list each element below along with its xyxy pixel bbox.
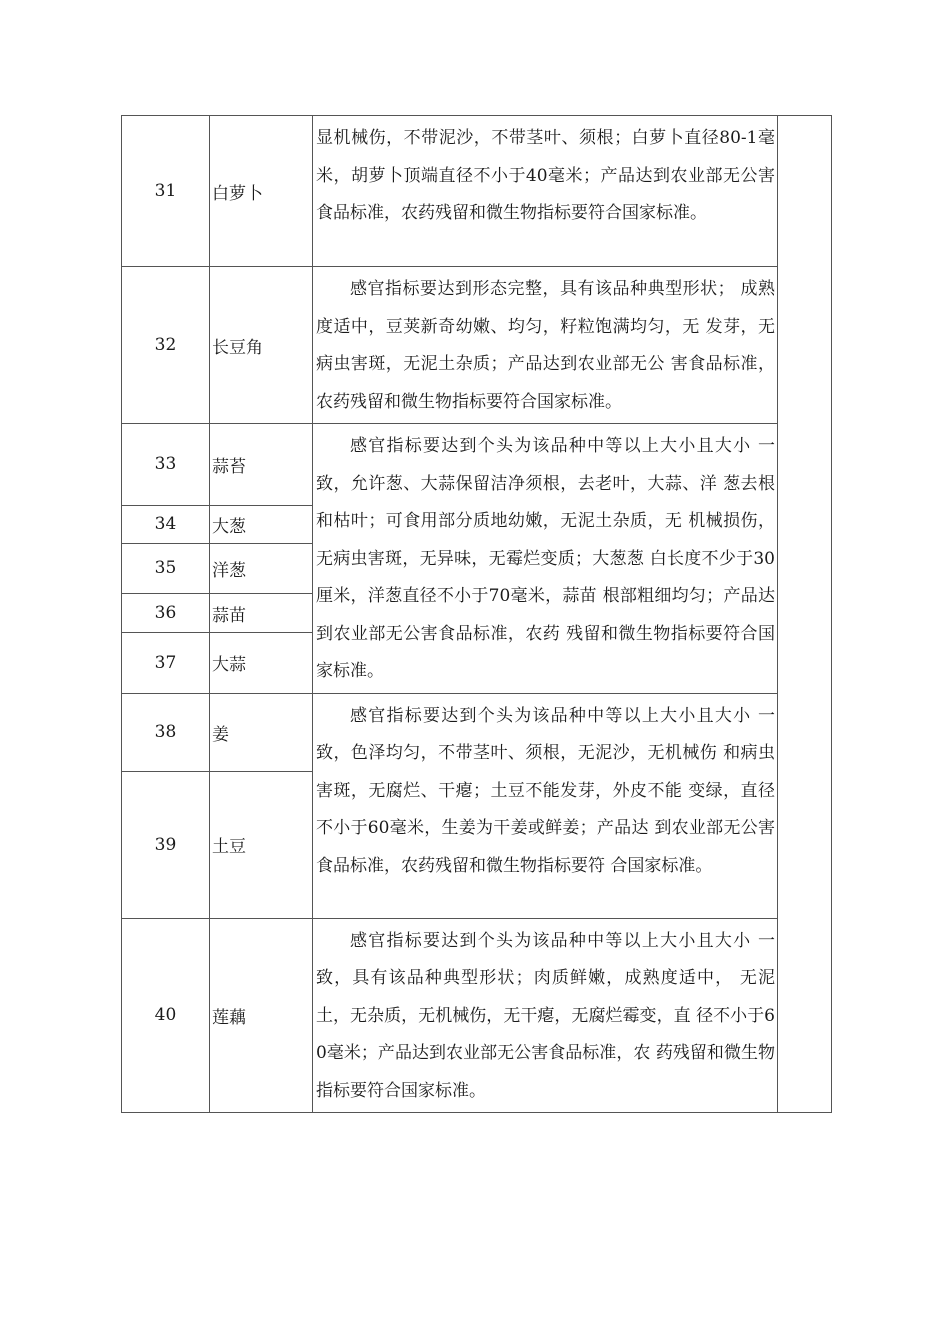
row-number: 33 bbox=[122, 424, 210, 506]
row-number: 37 bbox=[122, 633, 210, 693]
row-number: 31 bbox=[122, 116, 210, 267]
item-name: 莲藕 bbox=[210, 918, 313, 1113]
row-number: 34 bbox=[122, 505, 210, 543]
requirement-text: 显机械伤，不带泥沙，不带茎叶、须根；白萝卜直径80-1毫米，胡萝卜顶端直径不小于40毫米；产品达到农业部无公害食品标准，农药残留和微生物指标要符合国家标准。 bbox=[316, 128, 775, 223]
row-number: 35 bbox=[122, 543, 210, 593]
requirement-text: 感官指标要达到个头为该品种中等以上大小且大小 一致，具有该品种典型形状；肉质鲜嫩，成熟度适中， 无泥土，无杂质，无机械伤，无干瘪，无腐烂霉变，直 径不小于60毫米；产品达到农业部无公害食品标准，农 药残留和微生物指标要符合国家标准。 bbox=[316, 930, 775, 1101]
vegetable-spec-table bbox=[121, 115, 832, 1113]
requirement-cell bbox=[313, 918, 778, 1113]
requirement-cell bbox=[313, 693, 778, 918]
row-number: 38 bbox=[122, 693, 210, 771]
item-name: 大蒜 bbox=[210, 633, 313, 693]
item-name: 大葱 bbox=[210, 505, 313, 543]
table-row bbox=[122, 693, 832, 771]
requirement-text: 感官指标要达到个头为该品种中等以上大小且大小 一致，允许葱、大蒜保留洁净须根，去老叶，大蒜、洋 葱去根和枯叶；可食用部分质地幼嫩，无泥土杂质，无 机械损伤，无病虫害斑，无异味，无霉烂变质；大葱葱 白长度不少于30厘米，洋葱直径不小于70毫米，蒜苗 根部粗细均匀；产品达到农业部无公害食品标准，农药 残留和微生物指标要符合国家标准。 bbox=[316, 436, 775, 681]
requirement-cell bbox=[313, 424, 778, 694]
remarks-cell bbox=[778, 116, 832, 1113]
table-row bbox=[122, 267, 832, 424]
item-name: 土豆 bbox=[210, 771, 313, 918]
table-row bbox=[122, 424, 832, 506]
table-row bbox=[122, 116, 832, 267]
item-name: 白萝卜 bbox=[210, 116, 313, 267]
row-number: 40 bbox=[122, 918, 210, 1113]
row-number: 39 bbox=[122, 771, 210, 918]
requirement-cell bbox=[313, 116, 778, 267]
row-number: 36 bbox=[122, 594, 210, 633]
item-name: 姜 bbox=[210, 693, 313, 771]
item-name: 洋葱 bbox=[210, 543, 313, 593]
item-name: 蒜苔 bbox=[210, 424, 313, 506]
requirement-text: 感官指标要达到形态完整，具有该品种典型形状； 成熟度适中，豆荚新奇幼嫩、均匀，籽粒饱满均匀，无 发芽，无病虫害斑，无泥土杂质；产品达到农业部无公 害食品标准，农药残留和微生物指标要符合国家标准。 bbox=[316, 279, 775, 412]
row-number: 32 bbox=[122, 267, 210, 424]
item-name: 长豆角 bbox=[210, 267, 313, 424]
item-name: 蒜苗 bbox=[210, 594, 313, 633]
requirement-cell bbox=[313, 267, 778, 424]
requirement-text: 感官指标要达到个头为该品种中等以上大小且大小 一致，色泽均匀，不带茎叶、须根，无泥沙，无机械伤 和病虫害斑，无腐烂、干瘪；土豆不能发芽，外皮不能 变绿，直径不小于60毫米，生姜为干姜或鲜姜；产品达 到农业部无公害食品标准，农药残留和微生物指标要符 合国家标准。 bbox=[316, 705, 775, 876]
table-row bbox=[122, 918, 832, 1113]
